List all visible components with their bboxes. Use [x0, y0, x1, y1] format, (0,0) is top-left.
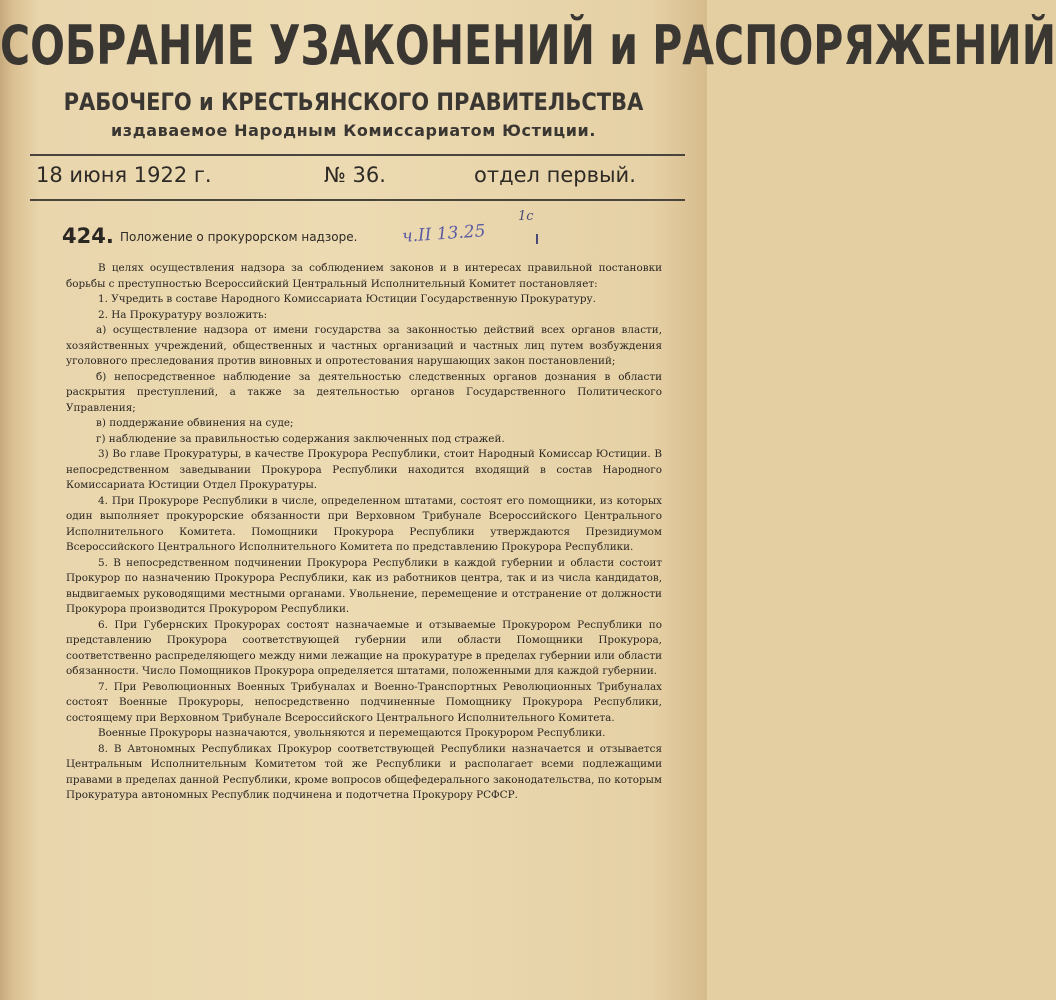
masthead-publisher: издаваемое Народным Комиссариатом Юстиции. — [110, 121, 597, 140]
masthead-title: СОБРАНИЕ УЗАКОНЕНИЙ и РАСПОРЯЖЕНИЙ — [0, 14, 1056, 78]
paragraph: 5. В непосредственном подчинении Прокурора Республики в каждой губернии и области состоит Прокурор по назначению Прокурора Республики, как из работников центра, так и из числа кандидатов, выдвигаемых руководящими местными органами. Увольнение, перемещение и отстранение от должности Прокурора производится Прокурором Республики. — [66, 556, 662, 615]
paragraph: 3) Во главе Прокуратуры, в качестве Прокурора Республики, стоит Народный Комиссар Юстиции. В непосредственном заведывании Прокурора Республики находится входящий в состав Народного Комиссариата Юстиции Отдел Прокуратуры. — [66, 448, 662, 491]
item-title: Положение о прокурорском надзоре. — [120, 230, 358, 244]
handwritten-note: ч.II 13.25 — [401, 221, 487, 247]
document-body — [66, 261, 662, 804]
paragraph-preamble: В целях осуществления надзора за соблюдением законов и в интересах правильной постановки борьбы с преступностью Всероссийский Центральный Исполнительный Комитет постановляет: — [66, 262, 662, 290]
item-number: 424. — [62, 224, 114, 248]
paragraph: в) поддержание обвинения на суде; — [96, 417, 294, 429]
issue-date: 18 июня 1922 г. — [36, 163, 212, 187]
paragraph: 1. Учредить в составе Народного Комиссариата Юстиции Государственную Прокуратуру. — [98, 293, 596, 305]
paragraph: б) непосредственное наблюдение за деятельностью следственных органов дознания в области раскрытия преступлений, а также за деятельностью органов Государственного Политического Управления; — [66, 370, 662, 414]
handwritten-tick — [536, 234, 538, 244]
header-rule-top — [30, 154, 685, 156]
paragraph: 6. При Губернских Прокурорах состоят назначаемые и отзываемые Прокурором Республики по представлению Прокурора соответствующей губернии или области Помощники Прокурора, соответственно распределяющего между ними лежащие на прокуратуре в пределах губернии или области обязанности. Число Помощников Прокурора определяется штатами, положенными для каждой губернии. — [66, 618, 662, 677]
paragraph: 4. При Прокуроре Республики в числе, определенном штатами, состоят его помощники, из которых один выполняет прокурорские обязанности при Верховном Трибунале Всероссийского Центрального Исполнительного Комитета. Помощники Прокурора Республики утверждаются Президиумом Всероссийского Центрального Исполнительного Комитета по представлению Прокурора Республики. — [66, 494, 662, 553]
paragraph: г) наблюдение за правильностью содержания заключенных под стражей. — [96, 432, 505, 445]
header-rule-bottom — [30, 199, 685, 201]
masthead-subtitle: РАБОЧЕГО и КРЕСТЬЯНСКОГО ПРАВИТЕЛЬСТВА — [63, 88, 644, 116]
paragraph: 2. На Прокуратуру возложить: — [98, 308, 268, 321]
paragraph: 8. В Автономных Республиках Прокурор соответствующей Республики назначается и отзывается Центральным Исполнительным Комитетом той же Республики и располагает всеми подлежащими правами в пределах данной Республики, кроме вопросов общефедерального законодательства, по которым Прокуратура автономных Республик подчинена и подотчетна Прокурору РСФСР. — [66, 742, 662, 801]
paragraph: 7. При Революционных Военных Трибуналах и Военно-Транспортных Революционных Трибуналах состоят Военные Прокуроры, непосредственно подчиненные Помощнику Прокурора Республики, состоящему при Верховном Трибунале Всероссийского Центрального Исполнительного Комитета. — [66, 680, 662, 724]
paragraph: а) осуществление надзора от имени государства за законностью действий всех органов власти, хозяйственных учреждений, общественных и частных организаций и частных лиц путем возбуждения уголовного преследования против виновных и опротестования нарушающих закон постановлений; — [66, 324, 662, 367]
issue-number: № 36. — [324, 163, 386, 187]
issue-section: отдел первый. — [474, 163, 636, 187]
paragraph: Военные Прокуроры назначаются, увольняются и перемещаются Прокурором Республики. — [98, 727, 606, 739]
handwritten-corner-mark: 1с — [518, 209, 534, 224]
